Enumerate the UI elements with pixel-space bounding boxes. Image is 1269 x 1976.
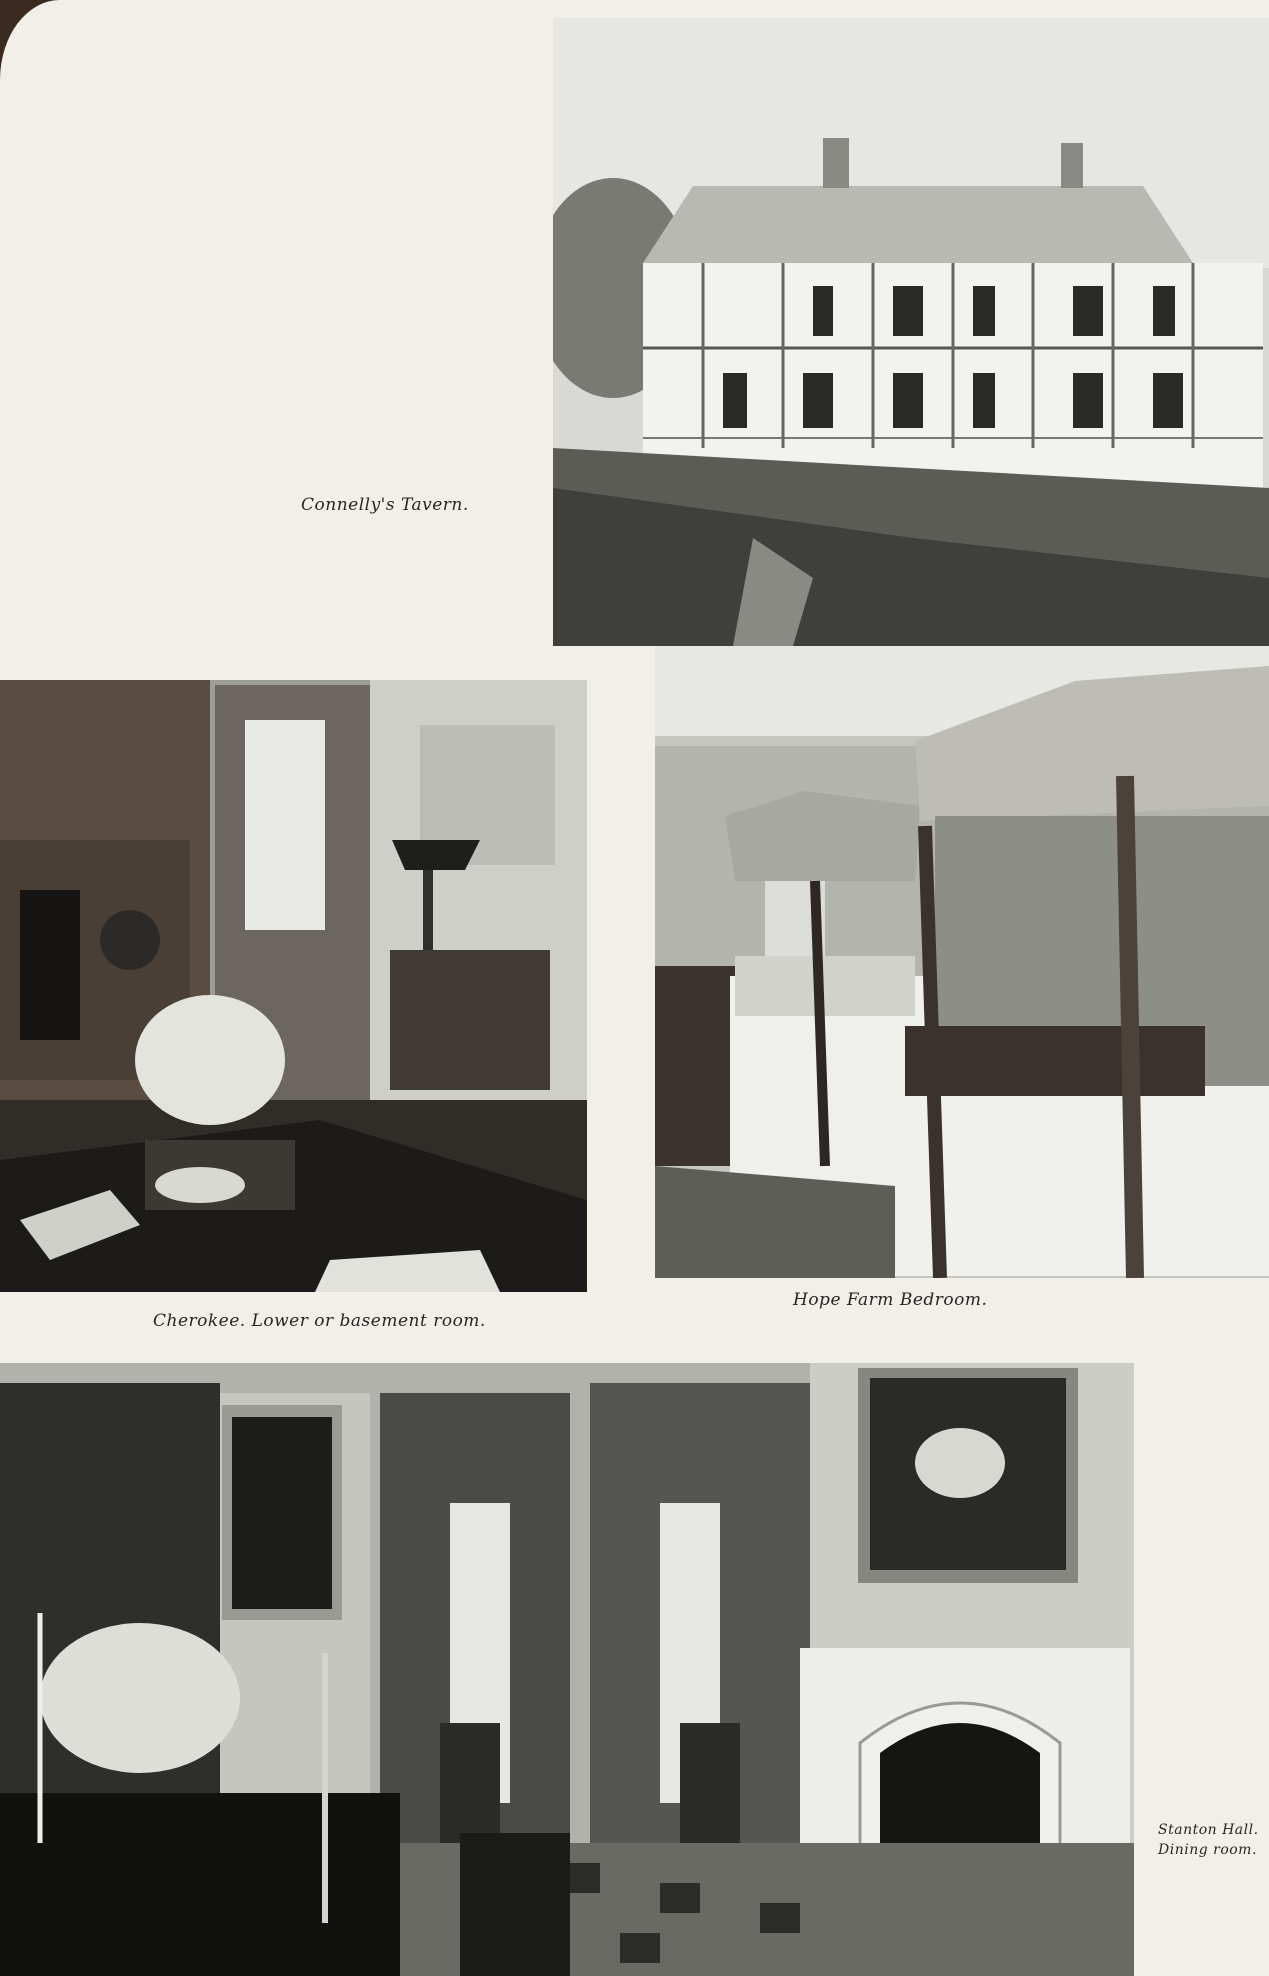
tavern-caption: Connelly's Tavern.: [301, 495, 469, 515]
cherokee-photo: [0, 680, 587, 1292]
tavern-photo: [553, 18, 1269, 646]
stanton-caption: [1158, 1820, 1268, 1860]
stanton-caption-line2: Dining room.: [1158, 1842, 1257, 1858]
cherokee-caption: Cherokee. Lower or basement room.: [153, 1311, 486, 1331]
stanton-caption-line1: Stanton Hall.: [1158, 1822, 1259, 1838]
hope-farm-image: [655, 646, 1269, 1278]
stanton-image: [0, 1363, 1134, 1976]
hope-farm-caption: Hope Farm Bedroom.: [793, 1290, 988, 1310]
stanton-photo: [0, 1363, 1134, 1976]
cherokee-image: [0, 680, 587, 1292]
hope-farm-photo: [655, 646, 1269, 1278]
tavern-image: [553, 18, 1269, 646]
